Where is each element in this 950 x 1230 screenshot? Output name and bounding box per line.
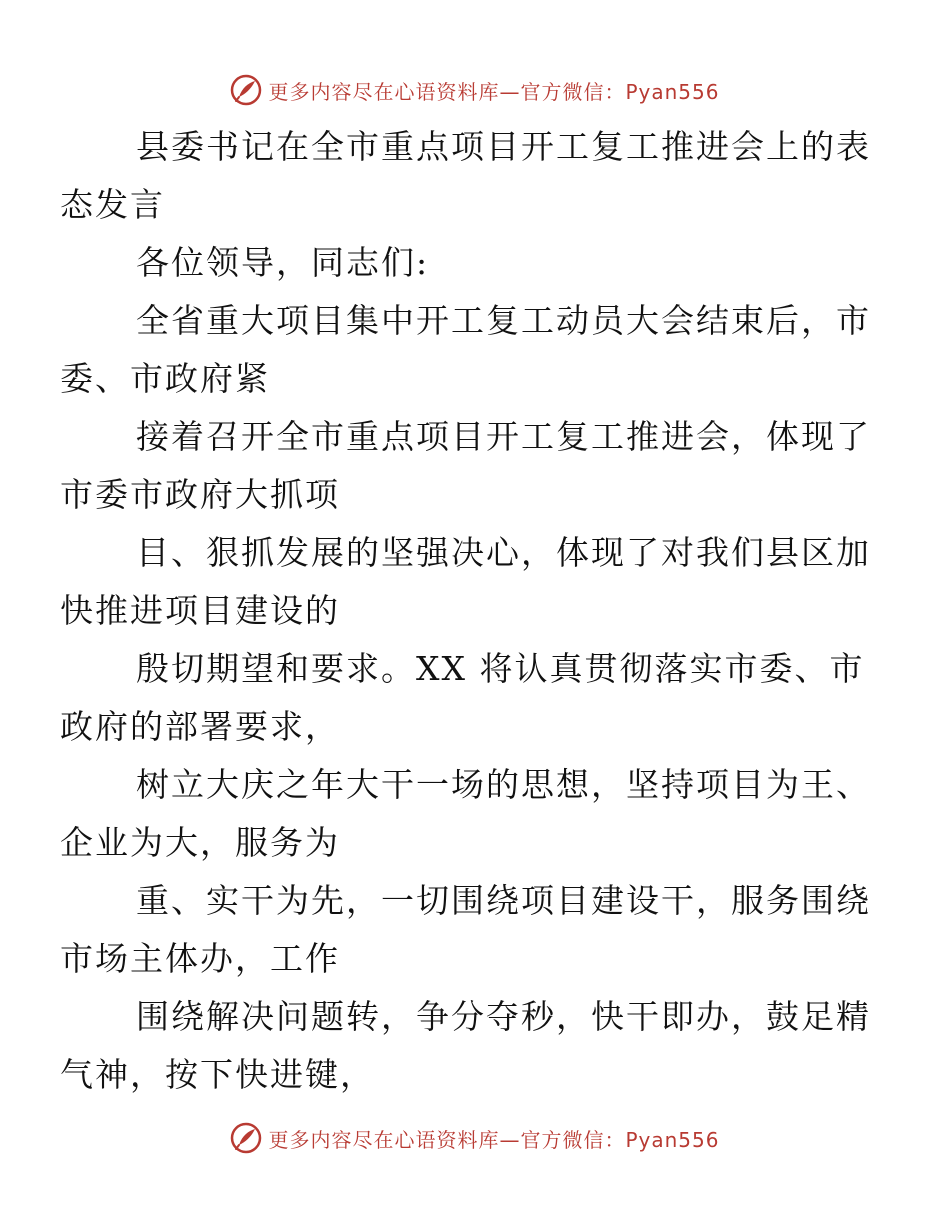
text-line: 围绕解决问题转，争分夺秒，快干即办，鼓足精 bbox=[136, 997, 871, 1036]
watermark-text: 更多内容尽在心语资料库—官方微信：Pyan556 bbox=[268, 79, 720, 104]
text-line: 政府的部署要求， bbox=[60, 707, 340, 746]
quill-logo-icon bbox=[230, 74, 262, 106]
text-line: 委、市政府紧 bbox=[60, 359, 270, 398]
footer-watermark bbox=[0, 1122, 950, 1154]
text-line: 快推进项目建设的 bbox=[60, 591, 340, 630]
watermark-text: 更多内容尽在心语资料库—官方微信：Pyan556 bbox=[268, 1127, 720, 1152]
text-line: 县委书记在全市重点项目开工复工推进会上的表 bbox=[136, 127, 871, 166]
text-line: 全省重大项目集中开工复工动员大会结束后，市 bbox=[136, 301, 871, 340]
text-line: 市场主体办，工作 bbox=[60, 939, 340, 978]
text-line: 气神，按下快进键， bbox=[60, 1055, 375, 1094]
text-line: 树立大庆之年大干一场的思想，坚持项目为王、 bbox=[136, 765, 871, 804]
quill-logo-icon bbox=[230, 1122, 262, 1154]
text-line: 各位领导，同志们: bbox=[136, 243, 430, 282]
text-line: 接着召开全市重点项目开工复工推进会，体现了 bbox=[136, 417, 871, 456]
text-line: 殷切期望和要求。XX 将认真贯彻落实市委、市 bbox=[136, 649, 865, 688]
document-text bbox=[60, 118, 871, 1104]
text-line: 企业为大，服务为 bbox=[60, 823, 340, 862]
text-line: 市委市政府大抓项 bbox=[60, 475, 340, 514]
text-line: 目、狠抓发展的坚强决心，体现了对我们县区加 bbox=[136, 533, 871, 572]
text-line: 态发言 bbox=[60, 185, 165, 224]
document-body bbox=[60, 118, 871, 1104]
header-watermark bbox=[0, 74, 950, 106]
text-line: 重、实干为先，一切围绕项目建设干，服务围绕 bbox=[136, 881, 871, 920]
